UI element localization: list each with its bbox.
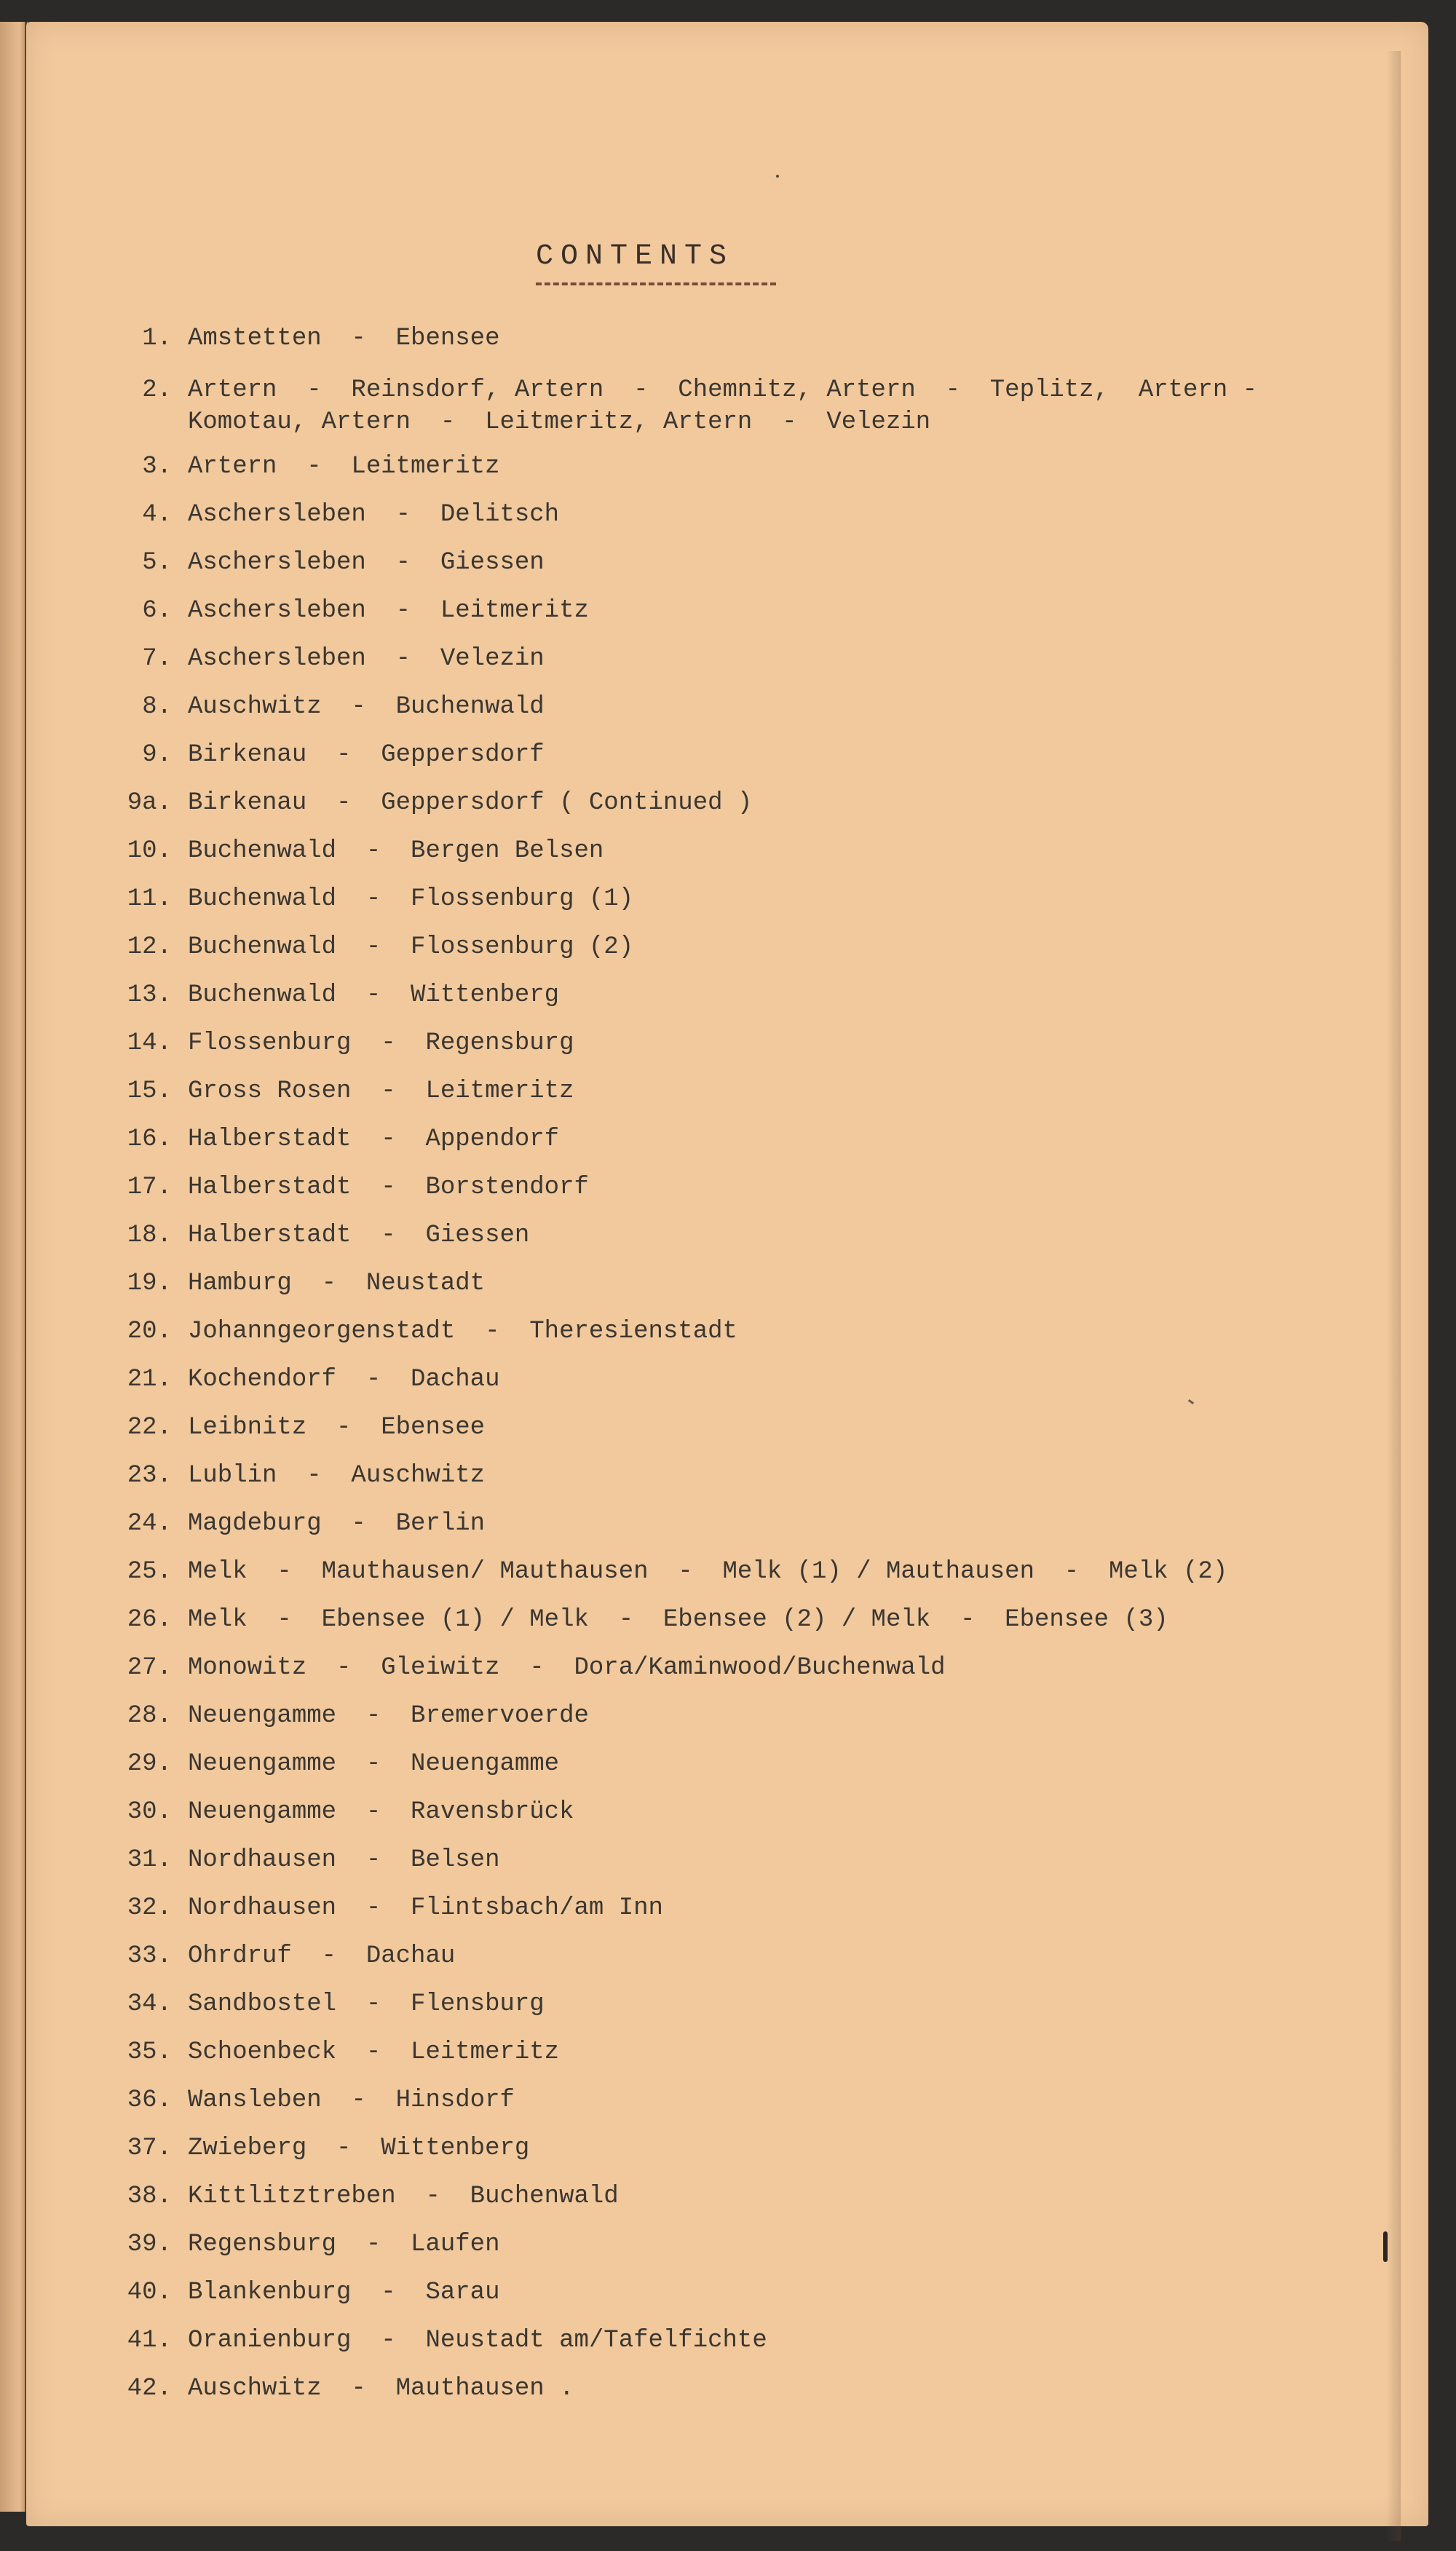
item-route: Halberstadt - Giessen [188, 1222, 530, 1249]
item-number: 5. [142, 549, 172, 577]
item-route: Zwieberg - Wittenberg [188, 2135, 530, 2162]
list-item [84, 2232, 1409, 2280]
item-number: 10. [127, 837, 172, 865]
item-number: 17. [127, 1174, 172, 1201]
item-route: Hamburg - Neustadt [188, 1270, 486, 1297]
item-number: 8. [142, 693, 172, 721]
list-item [84, 2280, 1409, 2328]
item-route: Johanngeorgenstadt - Theresienstadt [188, 1318, 737, 1345]
list-item [84, 839, 1409, 887]
item-route: Melk - Ebensee (1) / Melk - Ebensee (2) / Melk - Ebensee (3) [188, 1606, 1168, 1634]
item-number: 35. [127, 2038, 172, 2066]
item-number: 33. [127, 1942, 172, 1970]
list-item [84, 791, 1409, 839]
item-number: 26. [127, 1606, 172, 1634]
list-item [84, 1992, 1409, 2040]
item-route: Schoenbeck - Leitmeritz [188, 2038, 560, 2066]
item-route: Oranienburg - Neustadt am/Tafelfichte [188, 2327, 767, 2354]
item-number: 15. [127, 1077, 172, 1105]
item-route: Kochendorf - Dachau [188, 1366, 500, 1393]
item-route: Buchenwald - Bergen Belsen [188, 837, 604, 865]
item-number: 31. [127, 1846, 172, 1874]
item-number: 9. [142, 741, 172, 769]
item-number: 7. [142, 645, 172, 673]
item-number: 16. [127, 1126, 172, 1153]
item-route: Artern - Leitmeritz [188, 453, 500, 480]
item-route: Buchenwald - Flossenburg (1) [188, 885, 634, 913]
document-page [26, 22, 1428, 2526]
item-number: 2. [142, 376, 172, 404]
item-route: Amstetten - Ebensee [188, 325, 500, 352]
item-number: 12. [127, 933, 172, 961]
list-item [84, 1944, 1409, 1992]
title-underline [536, 282, 776, 285]
item-route: Flossenburg - Regensburg [188, 1029, 574, 1057]
list-item [84, 1079, 1409, 1127]
item-route: Artern - Reinsdorf, Artern - Chemnitz, Artern - Teplitz, Artern - Komotau, Artern - Leitmeritz, Artern - Velezin [188, 376, 1258, 436]
list-item [84, 1319, 1409, 1367]
item-number: 13. [127, 981, 172, 1009]
item-route: Auschwitz - Mauthausen . [188, 2375, 574, 2402]
item-number: 27. [127, 1654, 172, 1682]
item-number: 19. [127, 1270, 172, 1297]
item-route: Aschersleben - Leitmeritz [188, 597, 589, 625]
list-item [84, 598, 1409, 646]
list-item [84, 695, 1409, 743]
list-item [84, 1848, 1409, 1896]
item-number: 29. [127, 1750, 172, 1778]
list-item [84, 1656, 1409, 1704]
item-route: Aschersleben - Giessen [188, 549, 545, 577]
item-number: 20. [127, 1318, 172, 1345]
item-number: 34. [127, 1990, 172, 2018]
list-item [84, 1704, 1409, 1752]
list-item [84, 1415, 1409, 1463]
item-number: 23. [127, 1462, 172, 1490]
item-route: Kittlitztreben - Buchenwald [188, 2183, 619, 2210]
item-route: Gross Rosen - Leitmeritz [188, 1077, 574, 1105]
list-item [84, 454, 1409, 502]
list-item [84, 1511, 1409, 1559]
item-route: Magdeburg - Berlin [188, 1510, 486, 1538]
item-route: Aschersleben - Delitsch [188, 501, 560, 529]
list-item [84, 1463, 1409, 1511]
item-number: 42. [127, 2375, 172, 2402]
item-route: Melk - Mauthausen/ Mauthausen - Melk (1) / Mauthausen - Melk (2) [188, 1558, 1228, 1586]
list-item [84, 2184, 1409, 2232]
item-route: Ohrdruf - Dachau [188, 1942, 456, 1970]
item-number: 22. [127, 1414, 172, 1441]
item-number: 18. [127, 1222, 172, 1249]
item-route: Blankenburg - Sarau [188, 2279, 500, 2306]
item-route: Birkenau - Geppersdorf [188, 741, 545, 769]
contents-title: CONTENTS [536, 240, 735, 273]
list-item [84, 2040, 1409, 2088]
item-number: 28. [127, 1702, 172, 1730]
list-item [84, 743, 1409, 791]
item-route: Sandbostel - Flensburg [188, 1990, 545, 2018]
list-item [84, 1175, 1409, 1223]
item-route: Wansleben - Hinsdorf [188, 2087, 515, 2114]
list-item [84, 326, 1409, 374]
item-number: 11. [127, 885, 172, 913]
item-number: 39. [127, 2231, 172, 2258]
item-route: Lublin - Auschwitz [188, 1462, 486, 1490]
list-item [84, 2088, 1409, 2136]
item-number: 36. [127, 2087, 172, 2114]
list-item [84, 887, 1409, 935]
list-item [84, 1607, 1409, 1656]
item-route: Halberstadt - Borstendorf [188, 1174, 589, 1201]
list-item [84, 983, 1409, 1031]
item-number: 24. [127, 1510, 172, 1538]
item-number: 38. [127, 2183, 172, 2210]
list-item [84, 1223, 1409, 1271]
list-item [84, 1367, 1409, 1415]
list-item [84, 1896, 1409, 1944]
item-route: Buchenwald - Wittenberg [188, 981, 560, 1009]
ink-speck [776, 175, 779, 178]
item-number: 25. [127, 1558, 172, 1586]
item-route: Aschersleben - Velezin [188, 645, 545, 673]
list-item [84, 1127, 1409, 1175]
binder-left-edge [0, 22, 28, 2512]
item-route: Auschwitz - Buchenwald [188, 693, 545, 721]
list-item [84, 1800, 1409, 1848]
contents-list [84, 326, 1409, 2424]
item-number: 30. [127, 1798, 172, 1826]
list-item [84, 1752, 1409, 1800]
list-item [84, 935, 1409, 983]
item-number: 3. [142, 453, 172, 480]
item-route: Monowitz - Gleiwitz - Dora/Kaminwood/Buchenwald [188, 1654, 946, 1682]
item-route: Leibnitz - Ebensee [188, 1414, 486, 1441]
item-route: Regensburg - Laufen [188, 2231, 500, 2258]
item-route: Neuengamme - Neuengamme [188, 1750, 560, 1778]
list-item [84, 2136, 1409, 2184]
item-number: 21. [127, 1366, 172, 1393]
list-item [84, 646, 1409, 695]
item-number: 4. [142, 501, 172, 529]
item-route: Nordhausen - Belsen [188, 1846, 500, 1874]
list-item [84, 502, 1409, 550]
item-number: 9a. [127, 789, 172, 817]
item-number: 6. [142, 597, 172, 625]
item-route: Neuengamme - Ravensbrück [188, 1798, 574, 1826]
item-number: 32. [127, 1894, 172, 1922]
item-number: 40. [127, 2279, 172, 2306]
item-route: Birkenau - Geppersdorf ( Continued ) [188, 789, 753, 817]
item-route: Nordhausen - Flintsbach/am Inn [188, 1894, 663, 1922]
item-number: 14. [127, 1029, 172, 1057]
list-item [84, 2376, 1409, 2424]
item-route: Buchenwald - Flossenburg (2) [188, 933, 634, 961]
contents-heading [536, 240, 783, 291]
list-item [84, 374, 1409, 454]
list-item [84, 1271, 1409, 1319]
item-number: 1. [142, 325, 172, 352]
list-item [84, 1559, 1409, 1607]
list-item [84, 1031, 1409, 1079]
item-route: Halberstadt - Appendorf [188, 1126, 560, 1153]
list-item [84, 550, 1409, 598]
item-route: Neuengamme - Bremervoerde [188, 1702, 589, 1730]
list-item [84, 2328, 1409, 2376]
item-number: 41. [127, 2327, 172, 2354]
item-number: 37. [127, 2135, 172, 2162]
